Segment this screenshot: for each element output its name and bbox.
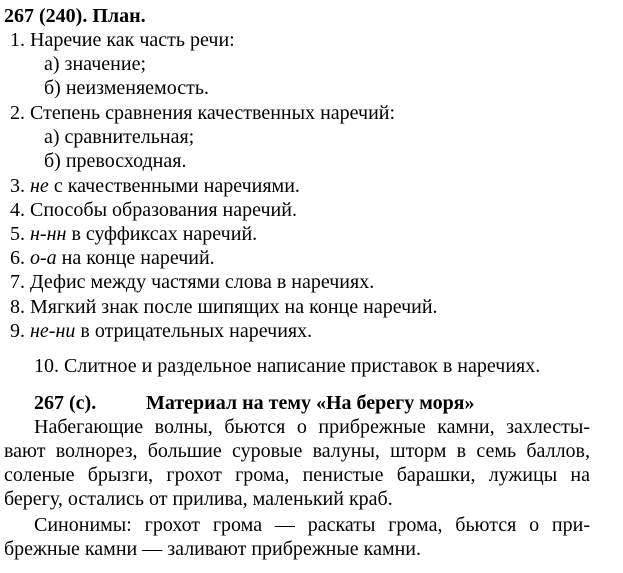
plan-item-number: 9. — [10, 320, 25, 342]
plan-item-7 — [10, 270, 374, 294]
plan-item-number: 6. — [10, 247, 25, 269]
paragraph-line: берегу, остались от прилива, маленький краб. — [4, 488, 393, 510]
plan-subitem-1b — [44, 76, 209, 100]
plan-item-4 — [10, 198, 297, 222]
plan-item-text: Наречие как часть речи: — [30, 29, 235, 51]
plan-item-8 — [10, 295, 438, 319]
plan-subitem-2a — [44, 125, 194, 149]
plan-item-text: Слитное и раздельное написание приставок в наречиях. — [64, 355, 541, 377]
material-title: Материал на тему «На берегу моря» — [146, 392, 475, 414]
plan-item-number: 7. — [10, 271, 25, 293]
plan-item-3 — [10, 174, 300, 198]
plan-item-number: 1. — [10, 29, 25, 51]
paragraph-line: брежные камни — заливают прибрежные камни. — [4, 538, 422, 560]
plan-subitem-1a — [44, 52, 146, 76]
plan-item-italic: не — [30, 175, 49, 197]
plan-item-number: а) — [44, 53, 60, 75]
plan-item-6 — [10, 246, 215, 270]
plan-item-5 — [10, 222, 257, 246]
plan-item-number: 10. — [34, 355, 59, 377]
plan-item-text: с качественными наречиями. — [48, 175, 300, 197]
plan-item-number: 3. — [10, 175, 25, 197]
plan-item-text: на конце наречий. — [56, 247, 215, 269]
material-number: 267 (с). — [34, 392, 97, 414]
plan-item-number: 2. — [10, 102, 25, 124]
plan-item-10 — [34, 354, 540, 378]
plan-item-text: Дефис между частями слова в наречиях. — [30, 271, 375, 293]
plan-item-text: неизменяемость. — [65, 77, 209, 99]
plan-item-text: Способы образования наречий. — [30, 199, 297, 221]
plan-item-text: в суффиксах наречий. — [66, 223, 258, 245]
paragraph-line: Синонимы: грохот грома — раскаты грома, бьются о при- — [34, 514, 590, 536]
plan-item-text: сравнительная; — [64, 126, 195, 148]
plan-item-number: 5. — [10, 223, 25, 245]
paragraph-line: вают волнорез, большие суровые валуны, шторм в семь баллов, — [4, 440, 590, 462]
plan-item-number: б) — [44, 77, 61, 99]
plan-item-text: превосходная. — [65, 150, 187, 172]
plan-item-text: Мягкий знак после шипящих на конце наречий. — [30, 296, 438, 318]
plan-item-number: а) — [44, 126, 60, 148]
plan-item-italic: н-нн — [30, 223, 67, 245]
plan-heading: 267 (240). План. — [4, 5, 146, 27]
plan-item-number: б) — [44, 150, 61, 172]
plan-item-9 — [10, 319, 312, 343]
paragraph-line: Набегающие волны, бьются о прибрежные камни, захлесты- — [34, 416, 590, 438]
plan-item-italic: не-ни — [30, 320, 76, 342]
paragraph-line: соленые брызги, грохот грома, пенистые барашки, лужицы на — [4, 464, 590, 486]
plan-item-1 — [10, 28, 235, 52]
plan-item-number: 4. — [10, 199, 25, 221]
plan-item-text: значение; — [64, 53, 147, 75]
plan-item-text: в отрицательных наречиях. — [75, 320, 313, 342]
plan-item-number: 8. — [10, 296, 25, 318]
plan-item-text: Степень сравнения качественных наречий: — [30, 102, 396, 124]
plan-item-italic: о-а — [30, 247, 57, 269]
plan-subitem-2b — [44, 149, 186, 173]
plan-item-2 — [10, 101, 395, 125]
